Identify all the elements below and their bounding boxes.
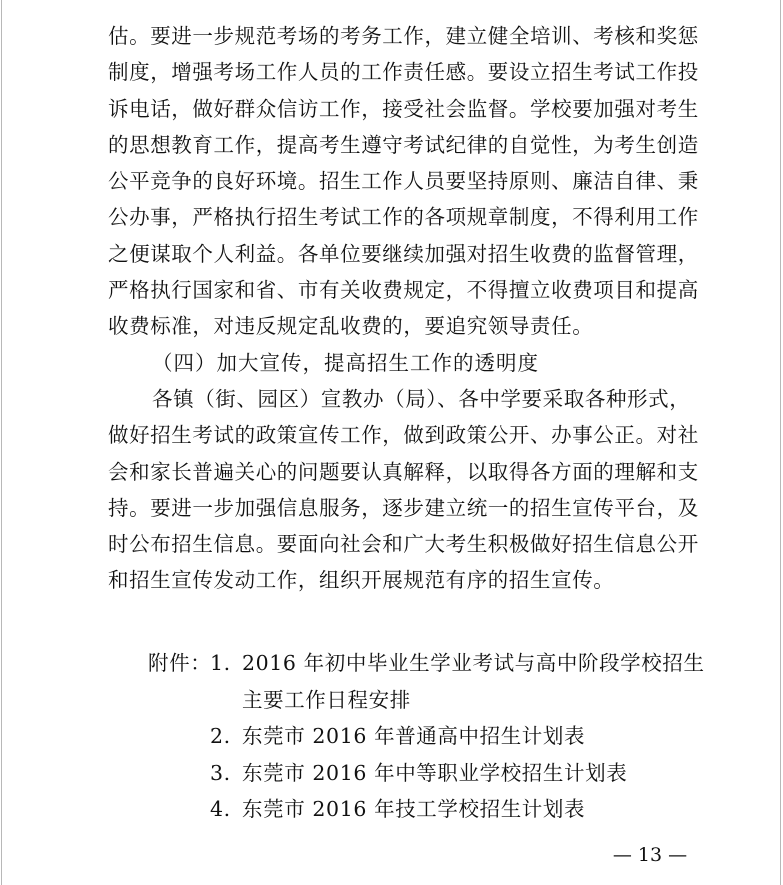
attachment-item-1-continued [148,682,708,719]
paragraph-line: 会和家长普遍关心的问题要认真解释，以取得各方面的理解和支 [108,459,699,484]
paragraph-line: 严格执行国家和省、市有关收费规定，不得擅立收费项目和提高 [108,278,699,303]
attachment-title: 东莞市 2016 年中等职业学校招生计划表 [242,760,628,785]
paragraph-line: 收费标准，对违反规定乱收费的，要追究领导责任。 [108,314,594,339]
attachment-item-4 [148,791,708,828]
attachment-item-2 [148,718,708,755]
attachment-number: 1. [210,651,231,675]
paragraph-line: 公平竞争的良好环境。招生工作人员要坚持原则、廉洁自律、秉 [108,169,699,194]
paragraph-line: 诉电话，做好群众信访工作，接受社会监督。学校要加强对考生 [108,96,699,121]
attachments-label: 附件： [148,651,212,675]
paragraph-line: 持。要进一步加强信息服务，逐步建立统一的招生宣传平台，及 [108,495,699,520]
body-text [108,18,699,599]
attachments-list [148,645,708,828]
page-number: — 13 — [612,844,688,866]
attachment-title: 主要工作日程安排 [242,687,411,712]
attachment-title: 东莞市 2016 年普通高中招生计划表 [242,724,586,748]
attachment-item-3 [148,755,708,792]
paragraph-line: 各镇（街、园区）宣教办（局）、各中学要采取各种形式， [152,386,691,411]
paragraph-line: 的思想教育工作，提高考生遵守考试纪律的自觉性，为考生创造 [108,132,699,157]
page-border-right [780,0,781,885]
paragraph-line: 和招生宣传发动工作，组织开展规范有序的招生宣传。 [108,568,615,593]
paragraph-line: 之便谋取个人利益。各单位要继续加强对招生收费的监督管理， [108,241,699,266]
attachment-title: 东莞市 2016 年技工学校招生计划表 [242,797,586,821]
attachment-title: 2016 年初中毕业生学业考试与高中阶段学校招生 [242,651,705,675]
attachment-item-1 [148,645,708,682]
attachment-number: 2. [210,724,231,748]
attachment-number: 4. [210,797,231,821]
paragraph-line: 做好招生考试的政策宣传工作，做到政策公开、办事公正。对社 [108,423,699,448]
paragraph-line: 制度，增强考场工作人员的工作责任感。要设立招生考试工作投 [108,60,699,85]
page-border-left [1,0,2,885]
section-heading: （四）加大宣传，提高招生工作的透明度 [152,350,539,375]
attachment-number: 3. [210,760,231,785]
paragraph-line: 估。要进一步规范考场的考务工作，建立健全培训、考核和奖惩 [108,24,699,48]
paragraph-line: 时公布招生信息。要面向社会和广大考生积极做好招生信息公开 [108,532,699,557]
paragraph-line: 公办事，严格执行招生考试工作的各项规章制度，不得利用工作 [108,205,699,230]
